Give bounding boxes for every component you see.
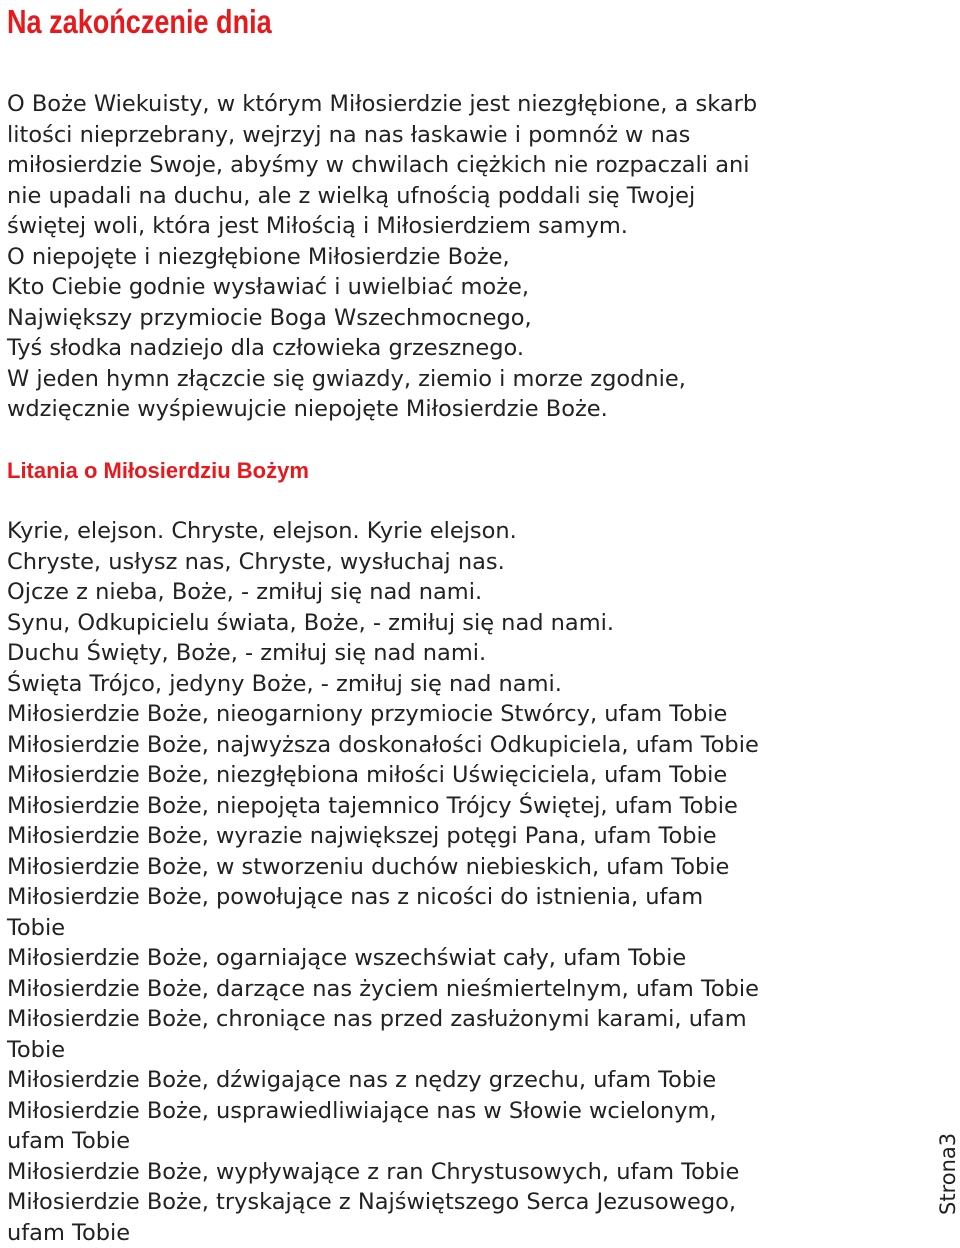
prayer-line: Tyś słodka nadziejo dla człowieka grzesznego. — [7, 333, 927, 364]
litany-line: Miłosierdzie Boże, niepojęta tajemnico Trójcy Świętej, ufam Tobie — [7, 791, 927, 822]
litany-line: Święta Trójco, jedyny Boże, - zmiłuj się nad nami. — [7, 669, 927, 700]
litany-text — [7, 516, 927, 1248]
litany-line: Tobie — [7, 1035, 927, 1066]
litany-line: Miłosierdzie Boże, tryskające z Najświętszego Serca Jezusowego, — [7, 1187, 927, 1218]
prayer-line: wdzięcznie wyśpiewujcie niepojęte Miłosierdzie Boże. — [7, 394, 927, 425]
prayer-line: litości nieprzebrany, wejrzyj na nas łaskawie i pomnóż w nas — [7, 120, 927, 151]
litany-line: Ojcze z nieba, Boże, - zmiłuj się nad nami. — [7, 577, 927, 608]
page-title: Na zakończenie dnia — [7, 2, 272, 42]
litany-line: Miłosierdzie Boże, powołujące nas z nicości do istnienia, ufam — [7, 882, 927, 913]
litany-line: ufam Tobie — [7, 1126, 927, 1157]
litany-line: Miłosierdzie Boże, usprawiedliwiające nas w Słowie wcielonym, — [7, 1096, 927, 1127]
litany-line: Tobie — [7, 913, 927, 944]
litany-line: Duchu Święty, Boże, - zmiłuj się nad nami. — [7, 638, 927, 669]
litany-line: Synu, Odkupicielu świata, Boże, - zmiłuj się nad nami. — [7, 608, 927, 639]
litany-line: Miłosierdzie Boże, w stworzeniu duchów niebieskich, ufam Tobie — [7, 852, 927, 883]
litany-line: Miłosierdzie Boże, wyrazie największej potęgi Pana, ufam Tobie — [7, 821, 927, 852]
litany-line: Miłosierdzie Boże, niezgłębiona miłości Uświęciciela, ufam Tobie — [7, 760, 927, 791]
litany-line: Miłosierdzie Boże, wypływające z ran Chrystusowych, ufam Tobie — [7, 1157, 927, 1188]
prayer-line: O Boże Wiekuisty, w którym Miłosierdzie jest niezgłębione, a skarb — [7, 89, 927, 120]
prayer-line: O niepojęte i niezgłębione Miłosierdzie Boże, — [7, 242, 927, 273]
page-number-label: Strona3 — [936, 1133, 960, 1215]
prayer-line: świętej woli, która jest Miłością i Miłosierdziem samym. — [7, 211, 927, 242]
litany-line: Miłosierdzie Boże, ogarniające wszechświat cały, ufam Tobie — [7, 943, 927, 974]
litany-line: ufam Tobie — [7, 1218, 927, 1248]
litany-line: Kyrie, elejson. Chryste, elejson. Kyrie elejson. — [7, 516, 927, 547]
litany-line: Miłosierdzie Boże, chroniące nas przed zasłużonymi karami, ufam — [7, 1004, 927, 1035]
prayer-line: miłosierdzie Swoje, abyśmy w chwilach ciężkich nie rozpaczali ani — [7, 150, 927, 181]
prayer-line: Kto Ciebie godnie wysławiać i uwielbiać może, — [7, 272, 927, 303]
prayer-line: nie upadali na duchu, ale z wielką ufnością poddali się Twojej — [7, 181, 927, 212]
litany-line: Miłosierdzie Boże, nieogarniony przymiocie Stwórcy, ufam Tobie — [7, 699, 927, 730]
evening-prayer — [7, 89, 927, 425]
prayer-line: Największy przymiocie Boga Wszechmocnego, — [7, 303, 927, 334]
litany-line: Miłosierdzie Boże, dźwigające nas z nędzy grzechu, ufam Tobie — [7, 1065, 927, 1096]
litany-line: Miłosierdzie Boże, najwyższa doskonałości Odkupiciela, ufam Tobie — [7, 730, 927, 761]
litany-line: Miłosierdzie Boże, darzące nas życiem nieśmiertelnym, ufam Tobie — [7, 974, 927, 1005]
prayer-line: W jeden hymn złączcie się gwiazdy, ziemio i morze zgodnie, — [7, 364, 927, 395]
litany-heading: Litania o Miłosierdziu Bożym — [7, 456, 309, 486]
litany-line: Chryste, usłysz nas, Chryste, wysłuchaj nas. — [7, 547, 927, 578]
